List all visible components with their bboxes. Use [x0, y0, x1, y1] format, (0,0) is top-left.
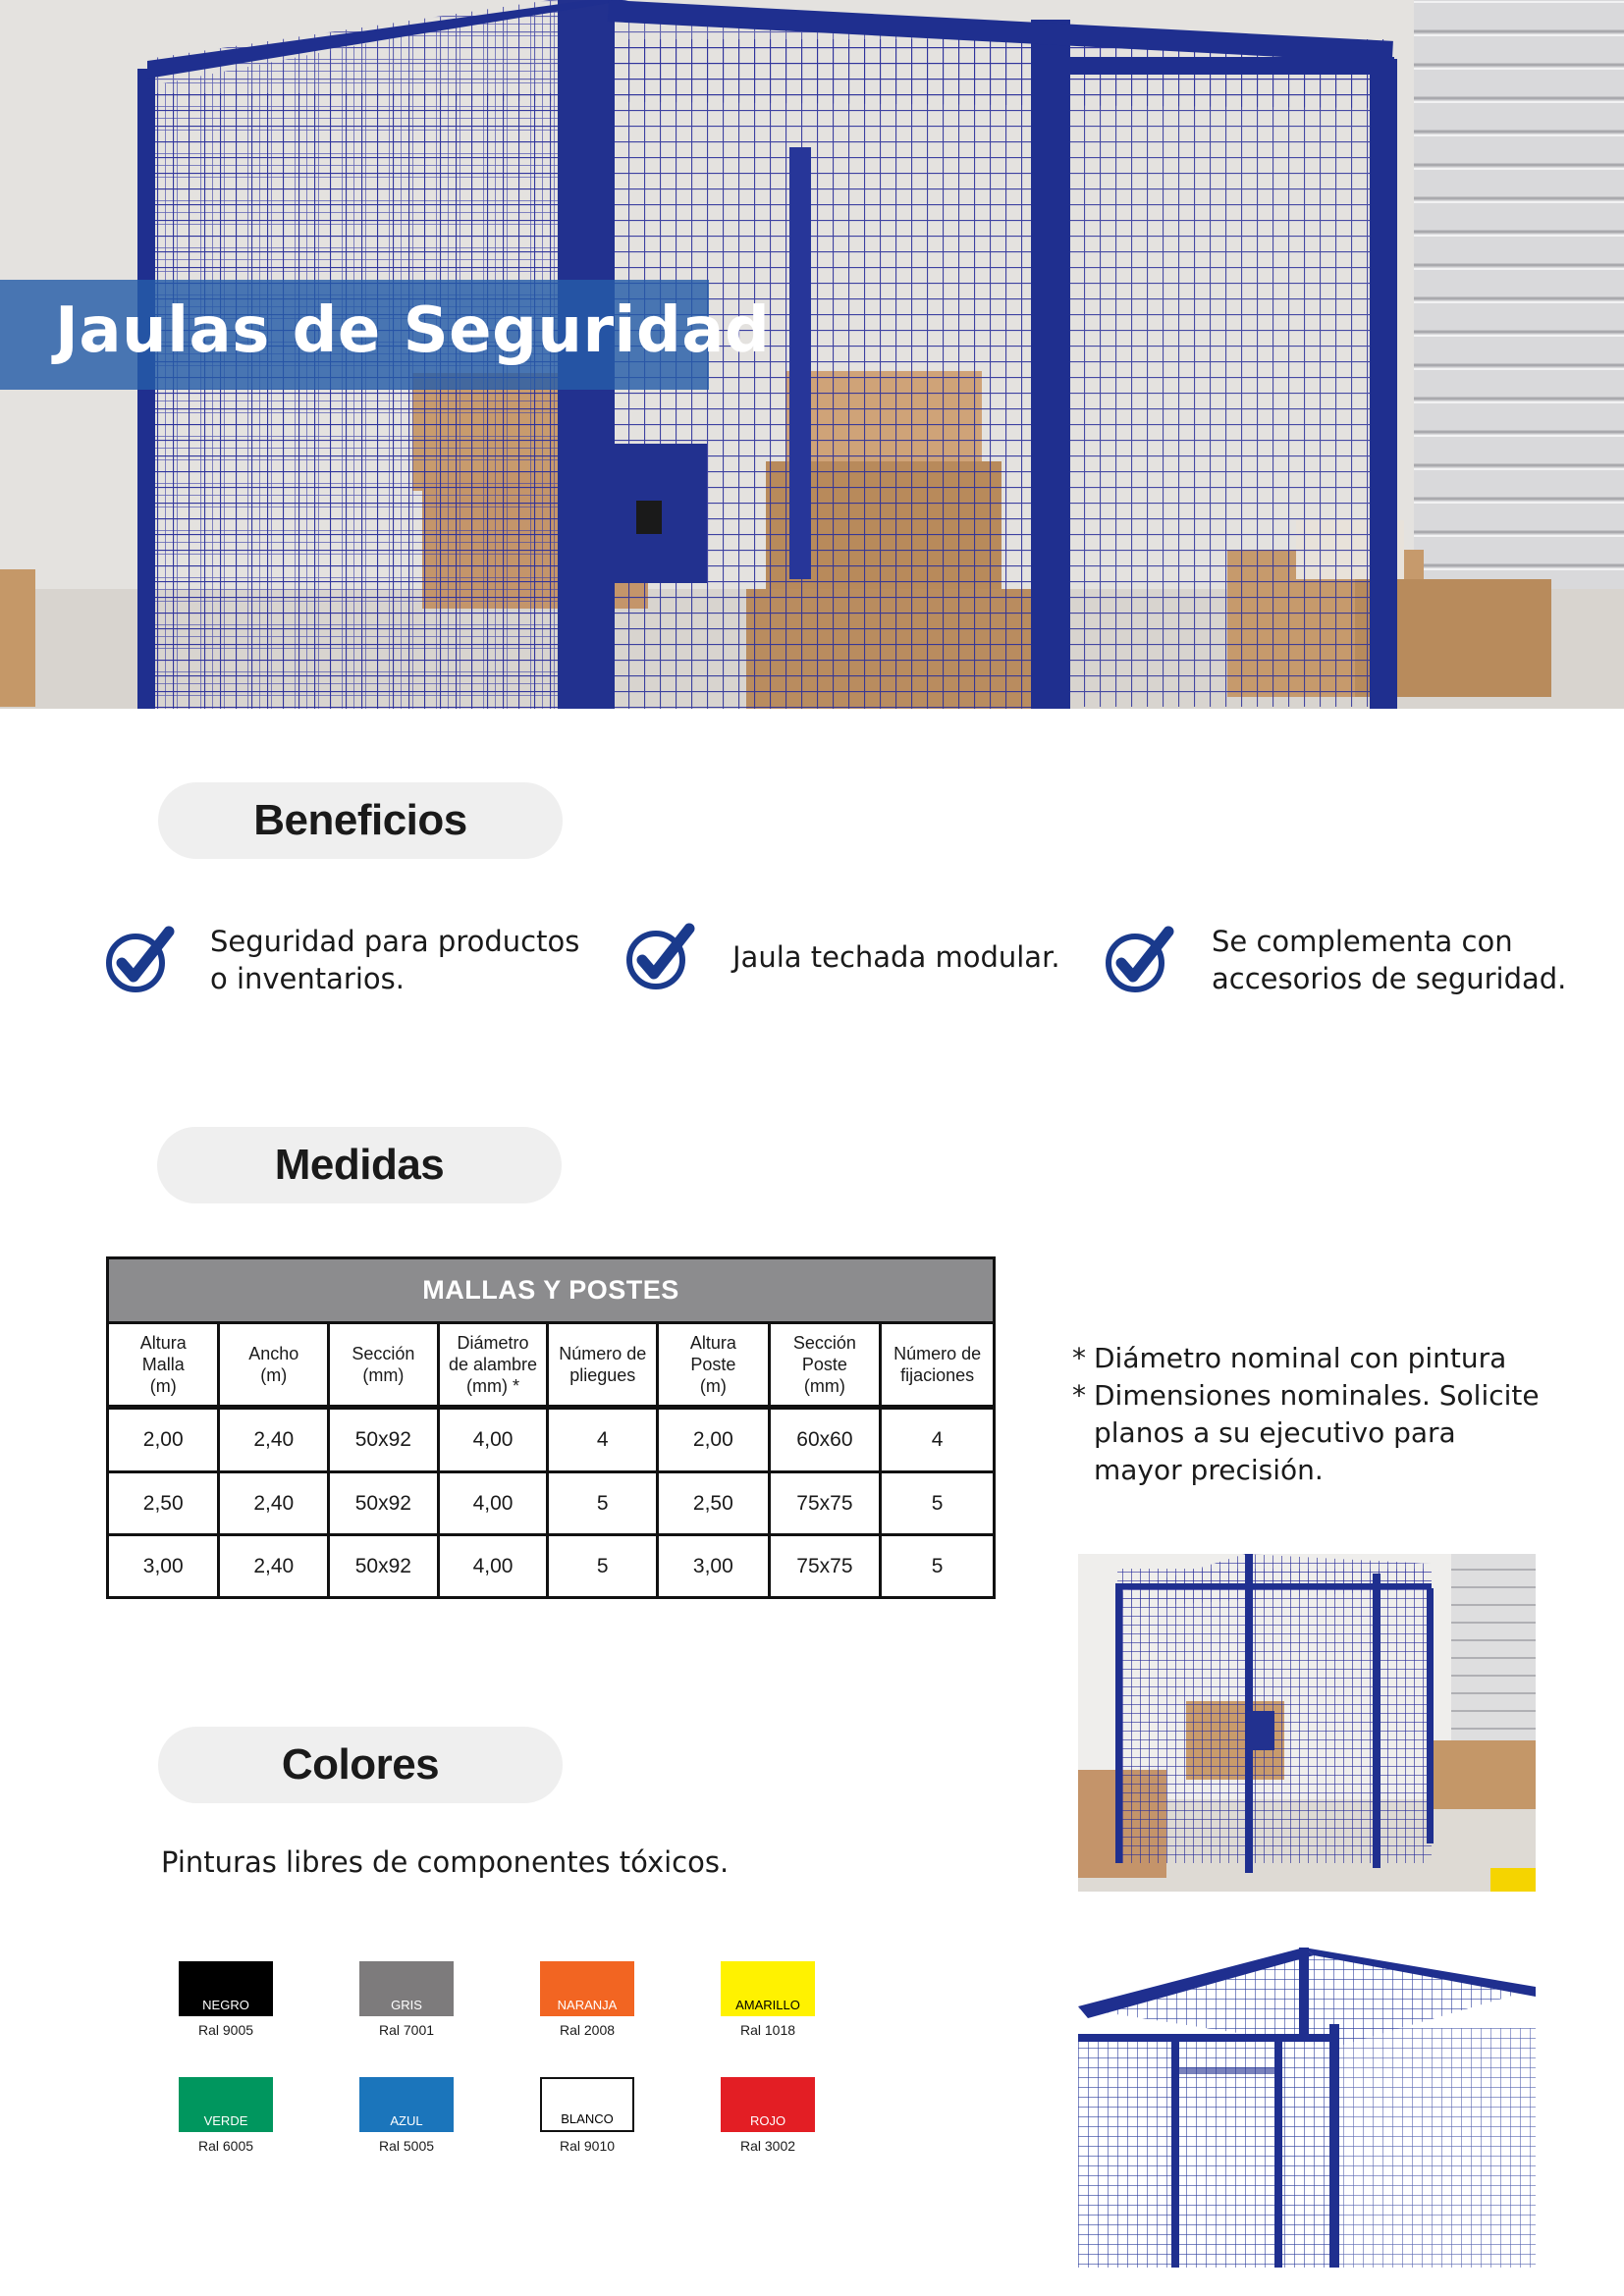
table-cell: 5: [881, 1472, 995, 1535]
check-icon: [624, 923, 697, 991]
ral-code: Ral 9005: [197, 2022, 254, 2038]
ral-code: Ral 3002: [739, 2138, 796, 2154]
table-row: [108, 1472, 995, 1535]
table-cell: 50x92: [329, 1408, 439, 1472]
color-swatch-azul: [359, 2077, 454, 2132]
column-header: Número de pliegues: [548, 1323, 658, 1408]
table-cell: 3,00: [108, 1535, 219, 1598]
asterisk: *: [1072, 1379, 1086, 1412]
table-cell: 5: [548, 1535, 658, 1598]
table-cell: 4: [548, 1408, 658, 1472]
ral-code: Ral 5005: [378, 2138, 435, 2154]
ral-code: Ral 1018: [739, 2022, 796, 2038]
note-text: Diámetro nominal con pintura: [1094, 1342, 1507, 1374]
ral-code: Ral 6005: [197, 2138, 254, 2154]
color-name: NARANJA: [557, 1998, 618, 2012]
column-header: Número de fijaciones: [881, 1323, 995, 1408]
page-title: Jaulas de Seguridad: [55, 294, 771, 367]
measures-heading-text: Medidas: [274, 1141, 445, 1189]
table-cell: 4,00: [438, 1535, 548, 1598]
color-swatch-blanco: [540, 2077, 634, 2132]
note-item: [1072, 1340, 1543, 1377]
color-name: NEGRO: [202, 1998, 249, 2012]
color-swatch-gris: [359, 1961, 454, 2016]
table-cell: 4,00: [438, 1408, 548, 1472]
color-name: ROJO: [749, 2113, 786, 2128]
table-cell: 2,00: [658, 1408, 769, 1472]
table-notes: [1072, 1340, 1543, 1489]
measures-heading: [157, 1127, 562, 1203]
table-cell: 4: [881, 1408, 995, 1472]
table-cell: 50x92: [329, 1535, 439, 1598]
column-header: Sección (mm): [329, 1323, 439, 1408]
benefit-item: [624, 923, 1060, 991]
color-name: GRIS: [391, 1998, 422, 2012]
color-name: AZUL: [390, 2113, 423, 2128]
column-header: Altura Poste (m): [658, 1323, 769, 1408]
benefit-text: Jaula techada modular.: [732, 940, 1060, 974]
column-header: Altura Malla (m): [108, 1323, 219, 1408]
colors-heading-text: Colores: [281, 1740, 440, 1789]
ral-code: Ral 9010: [559, 2138, 616, 2154]
benefit-text: Seguridad para productos o inventarios.: [210, 925, 580, 995]
table-cell: 75x75: [769, 1535, 881, 1598]
color-swatch-verde: [179, 2077, 273, 2132]
table-cell: 5: [881, 1535, 995, 1598]
colors-subtitle: Pinturas libres de componentes tóxicos.: [161, 1845, 730, 1879]
cage-render-photo: [1078, 1930, 1536, 2268]
note-item: [1072, 1377, 1543, 1489]
column-header: Sección Poste (mm): [769, 1323, 881, 1408]
color-name: BLANCO: [561, 2111, 614, 2126]
color-name: VERDE: [203, 2113, 248, 2128]
table-cell: 2,40: [219, 1472, 329, 1535]
column-header: Diámetro de alambre (mm) *: [438, 1323, 548, 1408]
table-cell: 2,40: [219, 1408, 329, 1472]
table-header-row: [108, 1323, 995, 1408]
check-icon: [104, 926, 177, 994]
benefits-heading-text: Beneficios: [253, 796, 467, 844]
asterisk: *: [1072, 1342, 1086, 1374]
table-cell: 75x75: [769, 1472, 881, 1535]
table-cell: 5: [548, 1472, 658, 1535]
specs-table: [106, 1256, 996, 1599]
cage-warehouse-photo: [1078, 1554, 1536, 1892]
note-text: Dimensiones nominales. Solicite planos a su ejecutivo para mayor precisión.: [1094, 1379, 1540, 1486]
table-cell: 50x92: [329, 1472, 439, 1535]
color-swatch-amarillo: [721, 1961, 815, 2016]
benefits-heading: [158, 782, 563, 859]
color-swatch-rojo: [721, 2077, 815, 2132]
table-caption: MALLAS Y POSTES: [108, 1258, 995, 1323]
table-cell: 60x60: [769, 1408, 881, 1472]
benefit-item: [104, 923, 579, 997]
color-swatch-naranja: [540, 1961, 634, 2016]
table-cell: 3,00: [658, 1535, 769, 1598]
color-name: AMARILLO: [735, 1998, 800, 2012]
colors-heading: [158, 1727, 563, 1803]
benefit-item: [1104, 923, 1566, 997]
cage-warehouse-image: [1078, 1554, 1536, 1892]
ral-code: Ral 2008: [559, 2022, 616, 2038]
table-cell: 4,00: [438, 1472, 548, 1535]
color-swatch-negro: [179, 1961, 273, 2016]
table-cell: 2,00: [108, 1408, 219, 1472]
table-cell: 2,50: [658, 1472, 769, 1535]
hero-image: [0, 0, 1624, 709]
table-row: [108, 1408, 995, 1472]
check-icon: [1104, 926, 1176, 994]
benefit-text: Se complementa con accesorios de seguridad.: [1212, 925, 1567, 995]
column-header: Ancho (m): [219, 1323, 329, 1408]
table-row: [108, 1535, 995, 1598]
ral-code: Ral 7001: [378, 2022, 435, 2038]
table-cell: 2,40: [219, 1535, 329, 1598]
cage-render-image: [1078, 1930, 1536, 2268]
table-cell: 2,50: [108, 1472, 219, 1535]
